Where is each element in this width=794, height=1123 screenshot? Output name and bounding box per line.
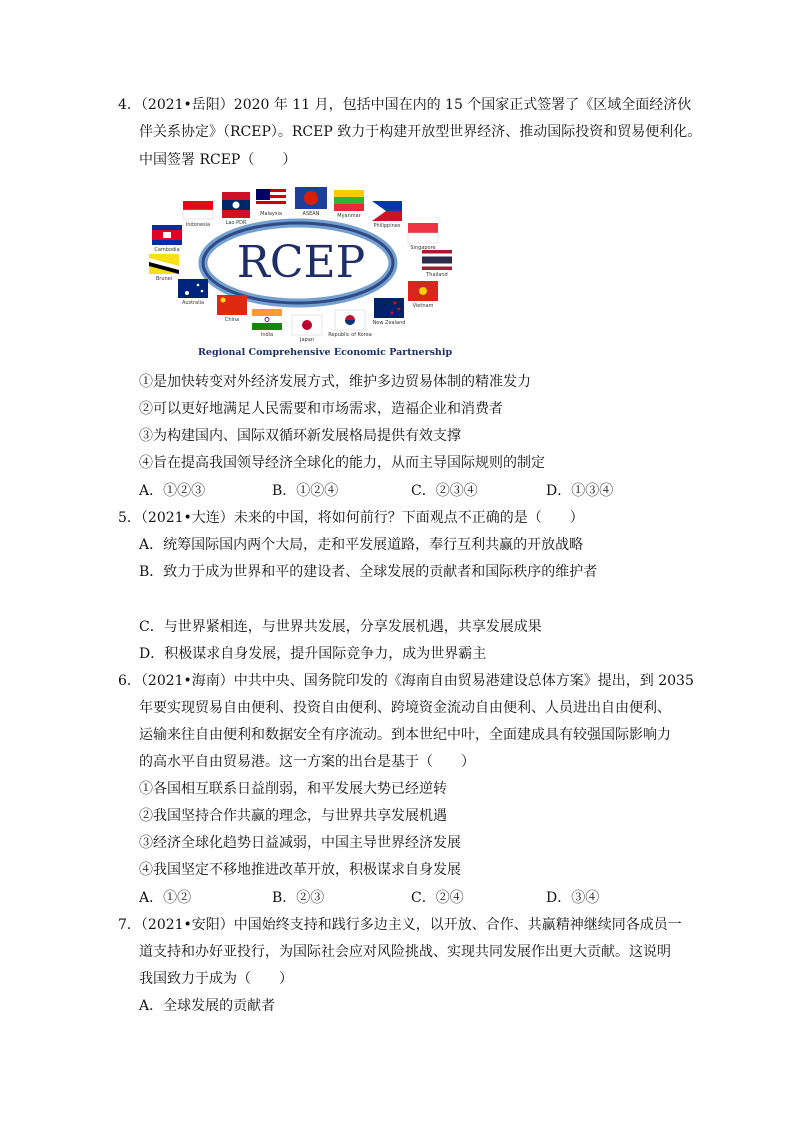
q6-stem-line2: 年要实现贸易自由便利、投资自由便利、跨境资金流动自由便利、人员进出自由便利、 (139, 700, 671, 716)
q6-statement-2: ②我国坚持合作共赢的理念，与世界共享发展机遇 (139, 808, 447, 824)
q5-option-c[interactable]: C．与世界紧相连，与世界共发展，分享发展机遇，共享发展成果 (139, 619, 542, 635)
q4-statement-2: ②可以更好地满足人民需要和市场需求，造福企业和消费者 (139, 401, 503, 417)
q6-option-d[interactable]: D．③④ (546, 890, 600, 906)
q6-option-b[interactable]: B．②③ (272, 890, 325, 906)
q7-option-a[interactable]: A．全球发展的贡献者 (139, 998, 276, 1014)
q6-option-c[interactable]: C．②④ (411, 890, 464, 906)
q6-statement-3: ③经济全球化趋势日益减弱，中国主导世界经济发展 (139, 835, 461, 851)
flag-philippines (372, 201, 402, 221)
label-asean: ASEAN (302, 211, 320, 217)
q4-statement-4: ④旨在提高我国领导经济全球化的能力，从而主导国际规则的制定 (139, 455, 545, 471)
label-laos: Lao PDR (225, 220, 247, 226)
label-cambodia: Cambodia (154, 247, 180, 253)
rcep-logo-text: RCEP (236, 237, 366, 288)
label-japan: Japan (300, 337, 314, 343)
flag-thailand (422, 250, 452, 270)
flag-myanmar (334, 190, 364, 211)
flag-cambodia (152, 225, 182, 245)
flag-australia (178, 279, 208, 298)
flag-india (252, 309, 282, 330)
q4-option-c[interactable]: C．②③④ (411, 483, 478, 499)
q5-option-b[interactable]: B．致力于成为世界和平的建设者、全球发展的贡献者和国际秩序的维护者 (139, 564, 598, 580)
q5-option-a[interactable]: A．统筹国际国内两个大局，走和平发展道路，奉行互利共赢的开放战略 (139, 537, 584, 553)
q7-stem-line1: 7．（2021•安阳）中国始终支持和践行多边主义，以开放、合作、共赢精神继续同各成员一 (118, 917, 682, 933)
label-myanmar: Myanmar (337, 213, 361, 219)
label-brunei: Brunei (155, 276, 173, 282)
flag-asean (295, 187, 327, 209)
q4-stem-line2: 伴关系协定》（RCEP）。RCEP 致力于构建开放型世界经济、推动国际投资和贸易便利化。 (139, 124, 702, 140)
flag-malaysia (256, 189, 286, 209)
q6-statement-1: ①各国相互联系日益削弱，和平发展大势已经逆转 (139, 781, 447, 797)
q4-option-a[interactable]: A．①②③ (139, 483, 206, 499)
label-china: China (224, 317, 240, 323)
flag-korea (335, 310, 365, 330)
label-thailand: Thailand (426, 272, 448, 278)
q5-stem: 5．（2021•大连）未来的中国，将如何前行？下面观点不正确的是（ ） (118, 510, 584, 526)
label-singapore: Singapore (410, 245, 436, 251)
flag-laos (222, 192, 250, 218)
q7-stem-line2: 道支持和办好亚投行，为国际社会应对风险挑战、实现共同发展作出更大贡献。这说明 (139, 944, 671, 960)
q4-option-d[interactable]: D．①③④ (546, 483, 614, 499)
flag-singapore (408, 223, 438, 243)
q4-option-b[interactable]: B．①②④ (272, 483, 339, 499)
q6-stem-line3: 运输来往自由便利和数据安全有序流动。到本世纪中叶，全面建成具有较强国际影响力 (139, 727, 671, 743)
label-vietnam: Vietnam (412, 303, 434, 309)
label-india: India (260, 332, 274, 338)
rcep-figure (138, 177, 463, 363)
q4-stem-line3: 中国签署 RCEP（ ） (139, 152, 297, 168)
flag-brunei (149, 254, 179, 274)
label-korea: Republic of Korea (328, 332, 372, 338)
label-malaysia: Malaysia (260, 211, 282, 217)
q6-stem-line4: 的高水平自由贸易港。这一方案的出台是基于（ ） (139, 754, 475, 770)
q6-statement-4: ④我国坚定不移地推进改革开放，积极谋求自身发展 (139, 862, 461, 878)
flag-china (217, 295, 247, 315)
label-australia: Australia (181, 300, 205, 306)
rcep-subtitle: Regional Comprehensive Economic Partnership (198, 347, 453, 358)
q7-stem-line3: 我国致力于成为（ ） (139, 971, 293, 987)
q6-stem-line1: 6．（2021•海南）中共中央、国务院印发的《海南自由贸易港建设总体方案》提出，到 2035 (118, 673, 694, 689)
q4-stem-line1: 4．（2021•岳阳）2020 年 11 月，包括中国在内的 15 个国家正式签署了《区域全面经济伙 (118, 97, 692, 113)
label-philippines: Philippines (373, 223, 401, 229)
q5-option-d[interactable]: D．积极谋求自身发展，提升国际竞争力，成为世界霸主 (139, 646, 487, 662)
label-indonesia: Indonesia (185, 222, 211, 228)
flag-japan (292, 315, 322, 335)
q6-option-a[interactable]: A．①② (139, 890, 192, 906)
label-new-zealand: New Zealand (372, 320, 406, 326)
flag-new-zealand (374, 298, 404, 318)
flag-indonesia (183, 201, 213, 219)
q4-statement-1: ①是加快转变对外经济发展方式，维护多边贸易体制的精准发力 (139, 374, 531, 390)
flag-vietnam (408, 281, 438, 301)
q4-statement-3: ③为构建国内、国际双循环新发展格局提供有效支撑 (139, 428, 461, 444)
